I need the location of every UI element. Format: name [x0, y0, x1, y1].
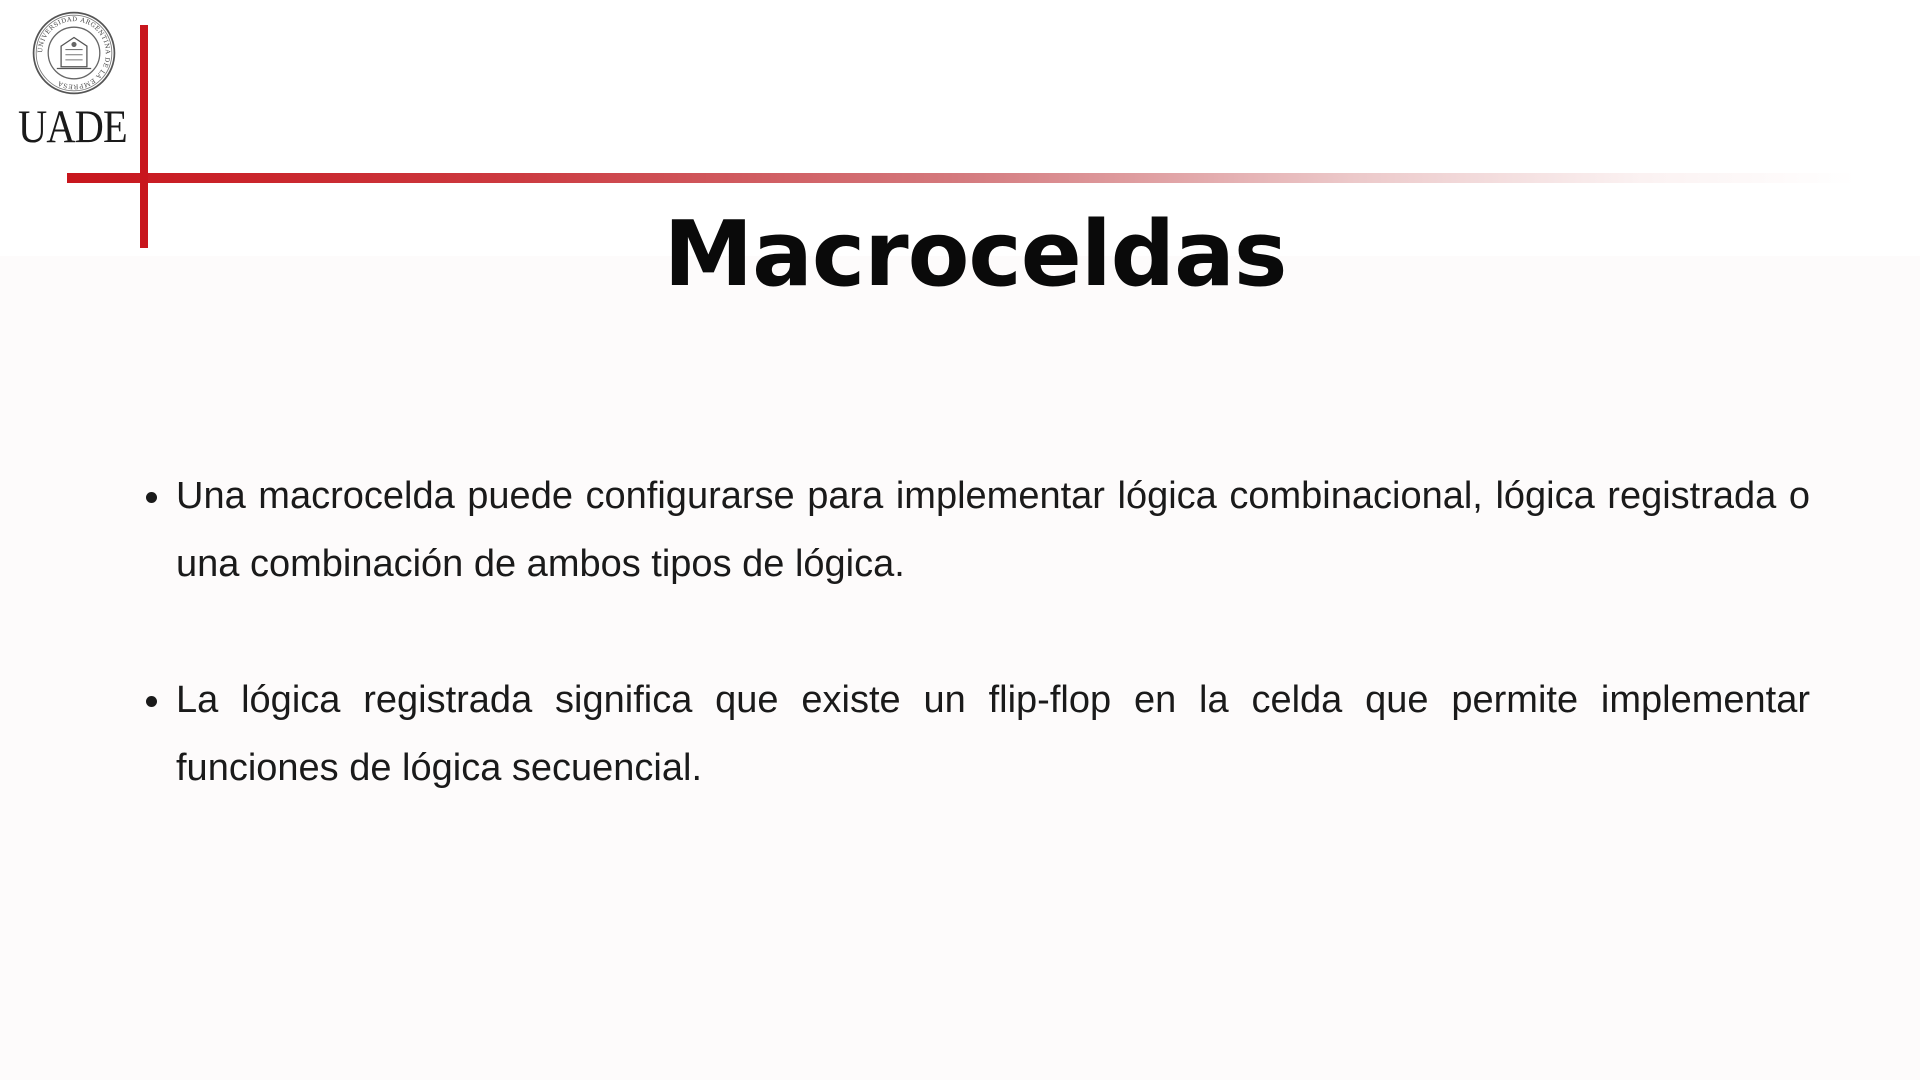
seal-text: UNIVERSIDAD ARGENTINA DE LA EMPRESA — [37, 16, 111, 90]
accent-horizontal-bar — [67, 173, 1857, 183]
uade-logo — [14, 10, 134, 153]
bullet-text: La lógica registrada significa que existe un flip-flop en la celda que permite implementar funciones de lógica secuencial. — [176, 679, 1810, 789]
slide-title: Macroceldas — [663, 202, 1287, 307]
bullet-dot-icon — [146, 696, 157, 707]
logo-text: UADE — [18, 101, 127, 153]
bullet-item — [140, 666, 1810, 802]
bullet-text: Una macrocelda puede configurarse para implementar lógica combinacional, lógica registrada o una combinación de ambos tipos de lógica. — [176, 475, 1810, 585]
bullet-item — [140, 462, 1810, 598]
bullet-dot-icon — [146, 492, 157, 503]
university-seal-icon — [31, 10, 117, 96]
bullet-list — [140, 462, 1810, 802]
